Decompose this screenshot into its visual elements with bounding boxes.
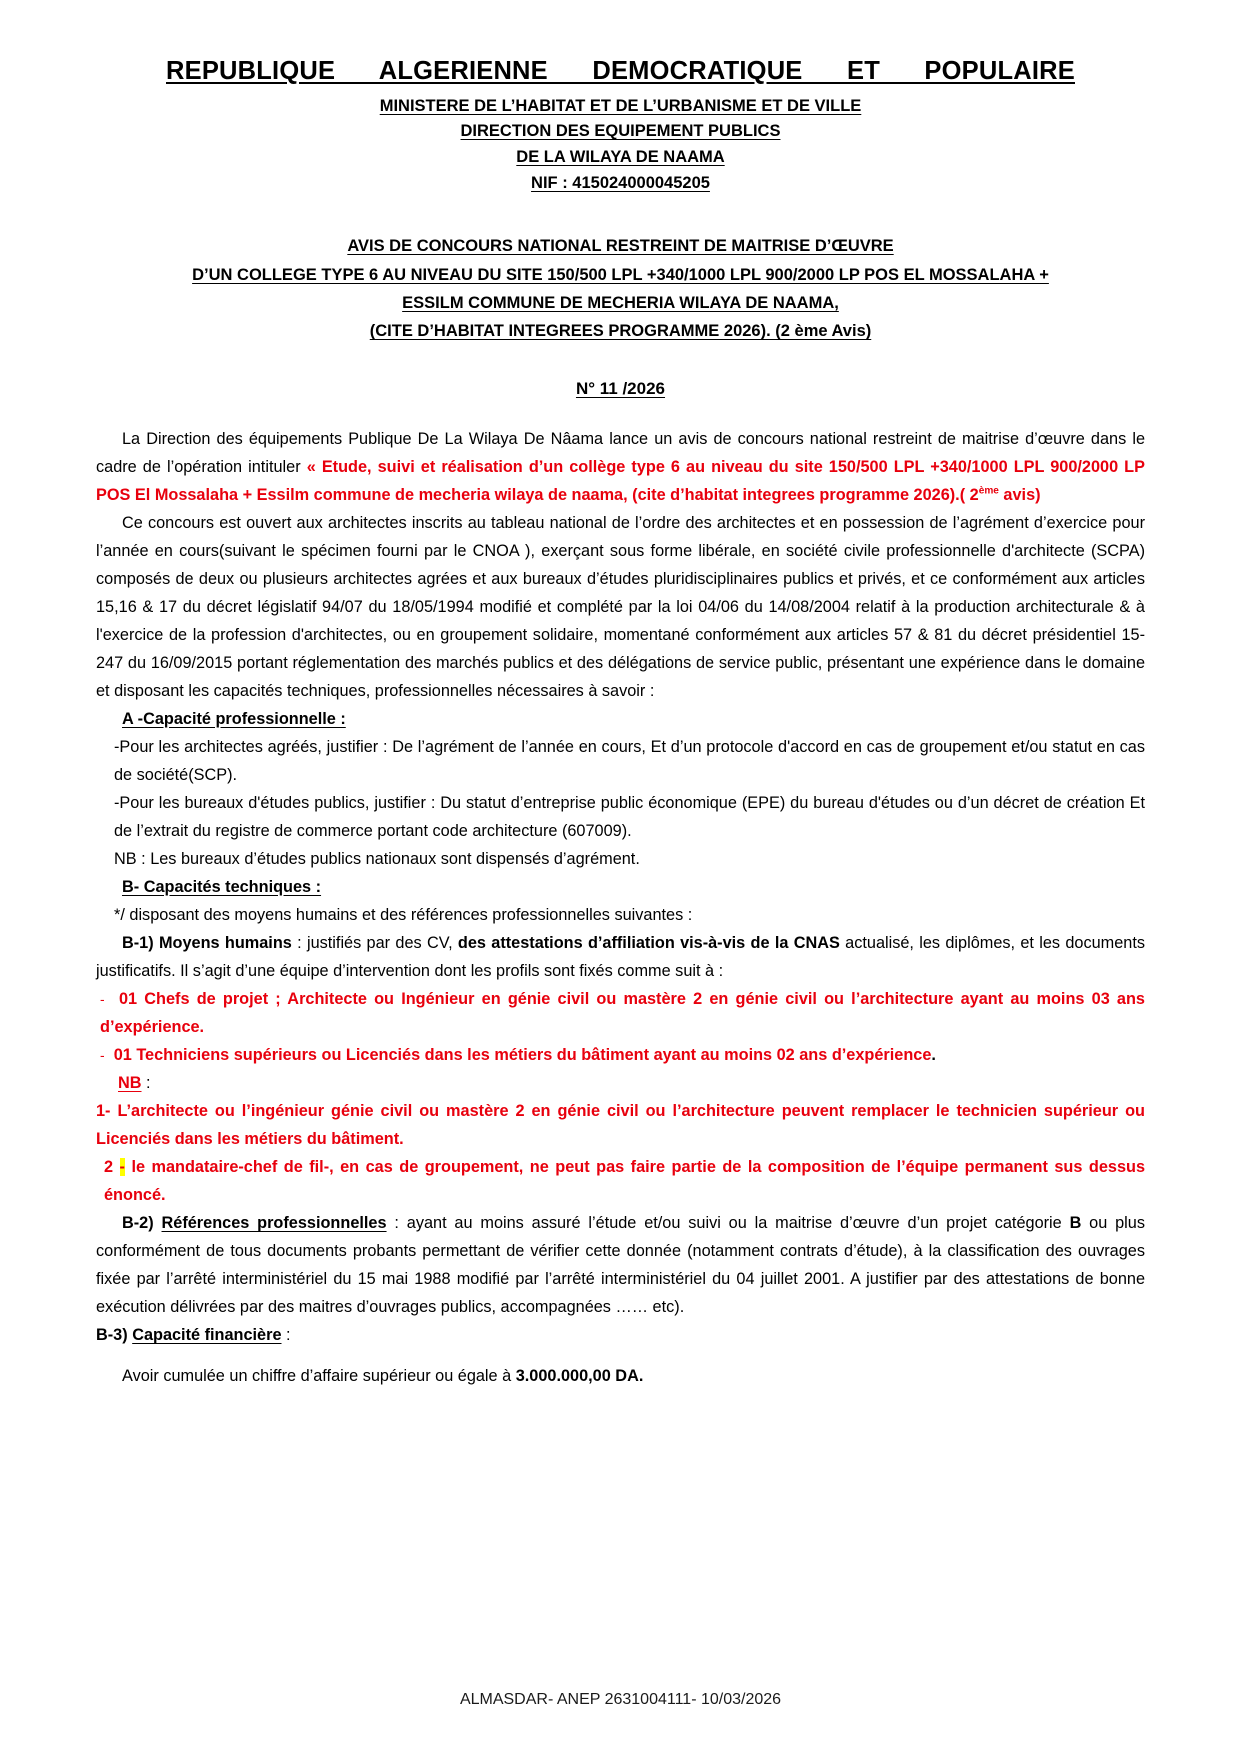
section-b1-bullet-2: - 01 Techniciens supérieurs ou Licenciés dans les métiers du bâtiment ayant au moins 02 ans d’expérience. [100,1045,936,1064]
section-b1-nb-heading: NB : [118,1073,151,1092]
section-b2-label-prefix: B-2) [122,1214,162,1233]
section-b1-paragraph: B-1) Moyens humains : justifiés par des CV, des attestations d’affiliation vis-à-vis de la CNAS actualisé, les diplômes, et les documents justificatifs. Il s’agit d’une équipe d’intervention dont les profils sont fixés comme suit à : [96,933,1146,980]
minimum-turnover-amount: 3.000.000,00 DA. [515,1367,644,1386]
bullet-dash-icon: - [100,1046,105,1063]
section-b2-label: Références professionnelles [161,1214,387,1233]
notice-body [96,425,1145,1391]
document-footer: ALMASDAR- ANEP 2631004111- 10/03/2026 [459,1691,782,1708]
bullet-dash-icon: - [100,990,105,1007]
section-b-intro: */ disposant des moyens humains et des références professionnelles suivantes : [114,905,693,924]
ministry-block [96,94,1145,196]
eligibility-paragraph: Ce concours est ouvert aux architectes inscrits au tableau national de l’ordre des architectes et en possession de l’agrément d’exercice pour l’année en cours(suivant le spécimen fourni par le CNOA ), exerçant sous forme libérale, en société civile professionnelle d'architecte (SCPA) composés de deux ou plusieurs architectes agrées et aux bureaux d’études pluridisciplinaires publics et privés, et ce conformément aux articles 15,16 & 17 du décret législatif 94/07 du 18/05/1994 modifié et complété par la loi 04/06 du 14/08/2004 relatif à la production architecturale & à l'exercice de la profession d'architectes, ou en groupement solidaire, momentané conformément aux articles 57 & 81 du décret présidentiel 15-247 du 16/09/2015 portant réglementation des marchés publics et des délégations de service public, présentant une expérience dans le domaine et disposant les capacités techniques, professionnelles nécessaires à savoir : [96,513,1145,700]
title-line-1: AVIS DE CONCOURS NATIONAL RESTREINT DE MAITRISE D’ŒUVRE [347,237,894,256]
section-b2-paragraph: B-2) Références professionnelles : ayant au moins assuré l’étude et/ou suivi ou la maitrise d’œuvre d’un projet catégorie B ou plus conformément de tous documents probants permettant de vérifier cette donnée (notamment contrats d’étude), à la classification des ouvrages fixée par l’arrêté interministériel du 15 mai 1988 modifié par l’arrêté interministériel du 04 juillet 2001. A justifier par des attestations de bonne exécution délivrées par des maitres d’ouvrages publics, accompagnées …… etc). [96,1214,1145,1317]
section-b1-label: B-1) Moyens humains [122,933,298,952]
section-b1-nb-item-1: 1- L’architecte ou l’ingénieur génie civil ou mastère 2 en génie civil ou l’architecture peuvent remplacer le technicien supérieur ou Licenciés dans les métiers du bâtiment. [96,1102,1145,1149]
section-b-heading: B- Capacités techniques : [122,877,322,896]
intro-paragraph: La Direction des équipements Publique De La Wilaya De Nâama lance un avis de concours national restreint de maitrise d’œuvre dans le cadre de l’opération intituler « Etude, suivi et réalisation d’un collège type 6 au niveau du site 150/500 LPL +340/1000 LPL 900/2000 LP POS El Mossalaha + Essilm commune de mecheria wilaya de naama, (cite d’habitat integrees programme 2026).( 2ème avis) [96,429,1145,504]
operation-title-tail: avis) [998,485,1041,504]
notice-number: N° 11 /2026 [575,378,666,398]
operation-title-red: Etude, suivi et réalisation d’un collège type 6 au niveau du site 150/500 LPL +340/1000 LPL 900/2000 LP POS El Mossalaha + Essilm commune de mecheria wilaya de naama, (cite d’habitat integrees programme 2026).( 2 [96,457,1145,504]
republic-heading: REPUBLIQUE ALGERIENNE DEMOCRATIQUE ET POPULAIRE [166,57,1075,85]
direction-line: DIRECTION DES EQUIPEMENT PUBLICS [460,122,781,141]
section-a-item-2: -Pour les bureaux d'études publics, justifier : Du statut d’entreprise public économique (EPE) du bureau d'études ou d’un décret de création Et de l’extrait du registre de commerce portant code architecture (607009). [114,793,1145,840]
operation-title-sup: ème [978,485,999,497]
highlighted-dash: - [119,1158,125,1177]
section-b1-nb-item-2: 2 - le mandataire-chef de fil-, en cas de groupement, ne peut pas faire partie de la composition de l’équipe permanent sus dessus énoncé. [104,1158,1145,1205]
section-b3-amount-line: Avoir cumulée un chiffre d’affaire supérieur ou égale à 3.000.000,00 DA. [122,1367,644,1386]
title-line-2: D’UN COLLEGE TYPE 6 AU NIVEAU DU SITE 150/500 LPL +340/1000 LPL 900/2000 LP POS EL MOSSALAHA + [192,265,1049,284]
section-a-heading: A -Capacité professionnelle : [122,709,346,728]
section-b1-bullet-1: - 01 Chefs de projet ; Architecte ou Ingénieur en génie civil ou mastère 2 en génie civil ou l’architecture ayant au moins 03 ans d’expérience. [100,989,1145,1036]
section-a-item-1: -Pour les architectes agréés, justifier : De l’agrément de l’année en cours, Et d’un protocole d'accord en cas de groupement et/ou statut en cas de société(SCP). [114,737,1145,784]
section-b3-heading: B-3) Capacité financière : [96,1326,291,1345]
spacer [96,1349,1145,1362]
ministry-line: MINISTERE DE L’HABITAT ET DE L’URBANISME ET DE VILLE [379,96,862,115]
section-a-nb: NB : Les bureaux d’études publics nationaux sont dispensés d’agrément. [114,849,640,868]
wilaya-line: DE LA WILAYA DE NAAMA [516,148,725,166]
cnas-bold: des attestations d’affiliation vis-à-vis de la CNAS [457,933,840,952]
category-b-bold: B [1069,1214,1082,1233]
title-line-4: (CITE D’HABITAT INTEGREES PROGRAMME 2026). (2 ème Avis) [369,322,872,341]
title-line-3: ESSILM COMMUNE DE MECHERIA WILAYA DE NAAMA, [402,293,839,312]
quote-open: « [306,457,322,476]
nif-line: NIF : 415024000045205 [531,173,710,192]
notice-title [96,232,1145,346]
